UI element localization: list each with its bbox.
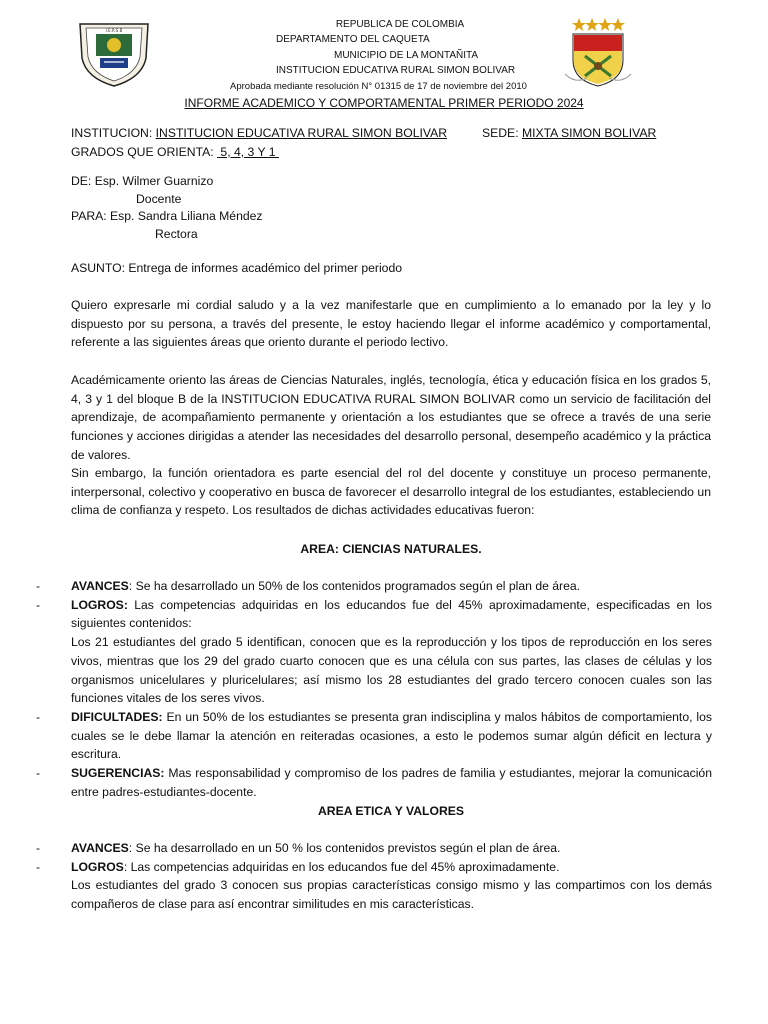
to-line: PARA: Esp. Sandra Liliana Méndez (71, 209, 263, 223)
school-crest-icon (74, 18, 154, 88)
role-paragraph: Sin embargo, la función orientadora es parte esencial del rol del docente y constituye un proceso permanente, interpersonal, colectivo y cooperativo en busca de favorecer el desarrollo integral de los estudiantes, estableciendo un clima de confianza y respeto. Los resultados de dichas actividades educativas fueron: (71, 466, 711, 518)
section-heading-ciencias: AREA: CIENCIAS NATURALES. (300, 542, 482, 556)
logros-text: Las competencias adquiridas en los educandos fue del 45% aproximadamente, especificadas en los siguientes contenidos: (71, 597, 712, 631)
header-line-resolution: Aprobada mediante resolución N° 01315 de 17 de noviembre del 2010 (230, 81, 527, 92)
logros-text: : Las competencias adquiridas en los educandos fue del 45% aproximadamente. (123, 859, 560, 874)
grades-label: GRADOS QUE ORIENTA: (71, 145, 218, 159)
header-line-country: REPUBLICA DE COLOMBIA (335, 19, 465, 30)
sugerencias-text: Mas responsabilidad y compromiso de los padres de familia y estudiantes, mejorar la comunicación entre padres-estudiantes-docente. (71, 766, 712, 799)
logros-label: LOGROS (71, 859, 124, 874)
from-role: Docente (136, 192, 182, 206)
from-line: DE: Esp. Wilmer Guarnizo (71, 174, 214, 188)
svg-text:I.E.R.S.B: I.E.R.S.B (105, 28, 123, 33)
subject-line: ASUNTO: Entrega de informes académico del primer periodo (71, 261, 403, 275)
sugerencias-label: SUGERENCIAS: (71, 766, 165, 781)
avances-label: AVANCES (71, 841, 129, 855)
institution-value: INSTITUCION EDUCATIVA RURAL SIMON BOLIVAR (155, 126, 448, 140)
bullet-dash: - (36, 841, 41, 855)
bullet-dash: - (36, 766, 41, 781)
dificultades-label: DIFICULTADES: (71, 709, 163, 724)
logros-detail: Los 21 estudiantes del grado 5 identifican, conocen que es la reproducción y los tipos de reproducción en los seres vivos, mientras que los 29 del grado cuarto conocen que es una célula con sus partes, las clases de células y los organismos unicelulares y pluricelulares; así mismo los 28 estudiantes del grado tercero conocen cuales son las funciones vitales de los seres vivos. (71, 635, 712, 706)
document-title: INFORME ACADEMICO Y COMPORTAMENTAL PRIMER PERIODO 2024 (184, 96, 584, 110)
section-ciencias-list (36, 577, 712, 801)
to-role: Rectora (155, 227, 198, 241)
grades-value: 5, 4, 3 Y 1 (217, 145, 279, 159)
bullet-dash: - (36, 579, 41, 593)
dificultades-text: En un 50% de los estudiantes se presenta gran indisciplina y malos hábitos de comportamiento, los cuales se le debe llamar la atención en reiteradas ocasiones, a esto le podemos sumar algún déficit en lectura y escritura. (71, 709, 712, 762)
list-item (36, 596, 712, 633)
avances-label: AVANCES (71, 579, 129, 593)
bullet-dash: - (36, 709, 41, 724)
section-heading-etica: AREA ETICA Y VALORES (317, 804, 465, 818)
bullet-dash: - (36, 859, 41, 874)
section-etica-list (36, 839, 712, 914)
header-line-municipality: MUNICIPIO DE LA MONTAÑITA (334, 50, 479, 61)
list-item (36, 708, 712, 764)
header-line-department: DEPARTAMENTO DEL CAQUETA (276, 34, 430, 45)
list-item (36, 858, 712, 877)
logros-label: LOGROS: (71, 597, 128, 612)
areas-paragraph: Académicamente oriento las áreas de Ciencias Naturales, inglés, tecnología, ética y educación física en los grados 5, 4, 3 y 1 del bloque B de la INSTITUCION EDUCATIVA RURAL SIMON BOLIVAR como un servicio de facilitación del aprendizaje, de acompañamiento permanente y orientación a los estudiantes que se ofrece a través de una serie funciones y acciones dirigidas a atender las necesidades del desarrollo personal, desempeño académico y la práctica de valores. (71, 373, 711, 462)
sede-label: SEDE: (482, 126, 522, 140)
grades-row (71, 143, 711, 162)
bullet-dash: - (36, 597, 41, 612)
list-item (36, 839, 712, 858)
header-line-institution: INSTITUCION EDUCATIVA RURAL SIMON BOLIVAR (276, 65, 516, 76)
institution-label: INSTITUCION: (71, 126, 156, 140)
avances-text: : Se ha desarrollado un 50% de los contenidos programados según el plan de área. (128, 579, 581, 593)
intro-paragraph: Quiero expresarle mi cordial saludo y a la vez manifestarle que en cumplimiento a lo emanado por la ley y lo dispuesto por su persona, a través del presente, le estoy haciendo llegar el informe académico y comportamental, referente a las siguientes áreas que oriento durante el periodo lectivo. (71, 298, 711, 350)
sede-row (482, 124, 702, 143)
avances-text: : Se ha desarrollado en un 50 % los contenidos previstos según el plan de área. (128, 841, 561, 855)
list-item (36, 764, 712, 801)
logros-detail: Los estudiantes del grado 3 conocen sus propias características consigo mismo y las compartimos con los demás compañeros de clase para así encontrar similitudes en mis características. (71, 878, 712, 912)
sede-value: MIXTA SIMON BOLIVAR (521, 126, 657, 140)
list-item (36, 577, 712, 596)
